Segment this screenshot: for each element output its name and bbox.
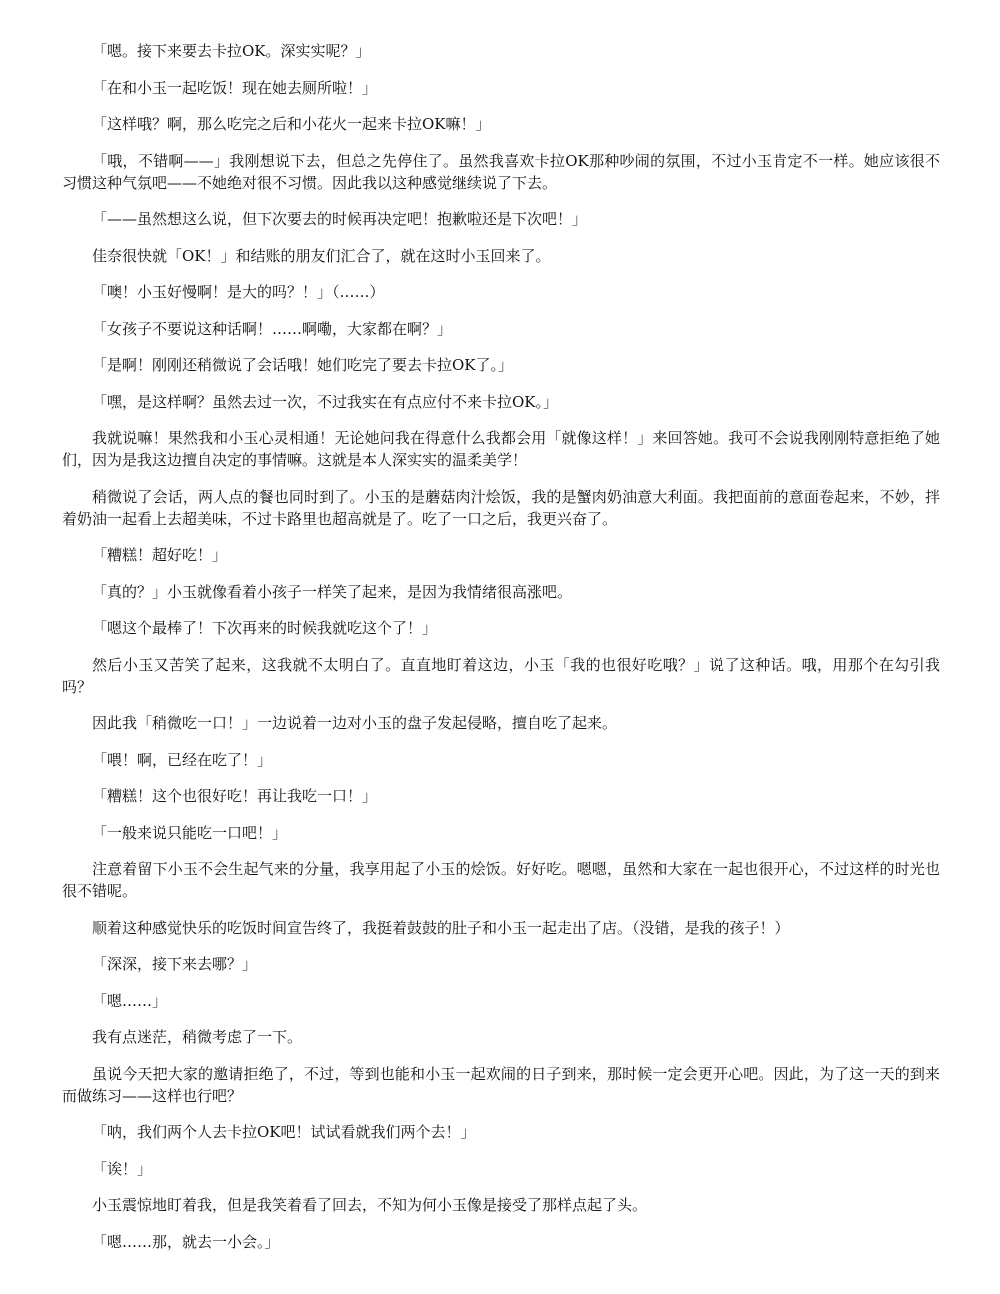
paragraph: 我有点迷茫，稍微考虑了一下。 — [92, 1028, 303, 1046]
paragraph: 因此我「稍微吃一口！」一边说着一边对小玉的盘子发起侵略，擅自吃了起来。 — [92, 714, 618, 732]
paragraph: 小玉震惊地盯着我，但是我笑着看了回去，不知为何小玉像是接受了那样点起了头。 — [92, 1196, 648, 1214]
paragraph: 我就说嘛！果然我和小玉心灵相通！无论她问我在得意什么我都会用「就像这样！」来回答她。我可不会说我刚刚特意拒绝了她们，因为是我这边擅自决定的事情嘛。这就是本人深实实的温柔美学！ — [62, 429, 940, 469]
paragraph: 「嗯这个最棒了！下次再来的时候我就吃这个了！」 — [92, 619, 438, 637]
paragraph: 「嗯。接下来要去卡拉OK。深实实呢？」 — [92, 42, 371, 60]
paragraph: 「嗯……」 — [92, 991, 168, 1010]
paragraph: 「真的？」小玉就像看着小孩子一样笑了起来，是因为我情绪很高涨吧。 — [92, 582, 573, 601]
paragraph: 「诶！」 — [92, 1159, 153, 1178]
paragraph: 「女孩子不要说这种话啊！……啊嘞，大家都在啊？」 — [92, 319, 453, 338]
paragraph: 「嗯……那，就去一小会。」 — [92, 1232, 280, 1251]
paragraph: 虽说今天把大家的邀请拒绝了，不过，等到也能和小玉一起欢闹的日子到来，那时候一定会更开心吧。因此，为了这一天的到来而做练习——这样也行吧？ — [62, 1064, 940, 1105]
paragraph: 「哦，不错啊——」我刚想说下去，但总之先停住了。虽然我喜欢卡拉OK那种吵闹的氛围，不过小玉肯定不一样。她应该很不习惯这种气氛吧——不她绝对很不习惯。因此我以这种感觉继续说了下去。 — [62, 151, 940, 192]
paragraph: 顺着这种感觉快乐的吃饭时间宣告终了，我挺着鼓鼓的肚子和小玉一起走出了店。（没错，是我的孩子！） — [92, 918, 790, 937]
paragraph: 「在和小玉一起吃饭！现在她去厕所啦！」 — [92, 78, 378, 97]
paragraph: 「噢！小玉好慢啊！是大的吗？！」（……） — [92, 283, 385, 301]
paragraph: 然后小玉又苦笑了起来，这我就不太明白了。直直地盯着这边，小玉「我的也很好吃哦？」说了这种话。哦，用那个在勾引我吗？ — [62, 655, 940, 696]
paragraph: 「是啊！刚刚还稍微说了会话哦！她们吃完了要去卡拉OK了。」 — [92, 356, 514, 374]
paragraph: 「糟糕！超好吃！」 — [92, 546, 228, 564]
paragraph: 「这样哦？啊，那么吃完之后和小花火一起来卡拉OK嘛！」 — [92, 115, 491, 133]
paragraph: 「喂！啊，已经在吃了！」 — [92, 750, 273, 769]
paragraph: 佳奈很快就「OK！」和结账的朋友们汇合了，就在这时小玉回来了。 — [92, 246, 551, 265]
paragraph: 「深深，接下来去哪？」 — [92, 955, 258, 973]
paragraph: 注意着留下小玉不会生起气来的分量，我享用起了小玉的烩饭。好好吃。嗯嗯，虽然和大家在一起也很开心，不过这样的时光也很不错呢。 — [62, 860, 940, 900]
paragraph: 「——虽然想这么说，但下次要去的时候再决定吧！抱歉啦还是下次吧！」 — [92, 210, 588, 228]
paragraph: 「嘿，是这样啊？虽然去过一次，不过我实在有点应付不来卡拉OK。」 — [92, 392, 559, 411]
paragraph: 稍微说了会话，两人点的餐也同时到了。小玉的是蘑菇肉汁烩饭，我的是蟹肉奶油意大利面。我把面前的意面卷起来，不妙，拌着奶油一起看上去超美味，不过卡路里也超高就是了。吃了一口之后，我更兴奋了。 — [62, 487, 940, 528]
paragraph: 「一般来说只能吃一口吧！」 — [92, 823, 288, 842]
paragraph: 「呐，我们两个人去卡拉OK吧！试试看就我们两个去！」 — [92, 1123, 476, 1141]
paragraph: 「糟糕！这个也很好吃！再让我吃一口！」 — [92, 787, 378, 805]
document-page — [62, 40, 940, 1267]
